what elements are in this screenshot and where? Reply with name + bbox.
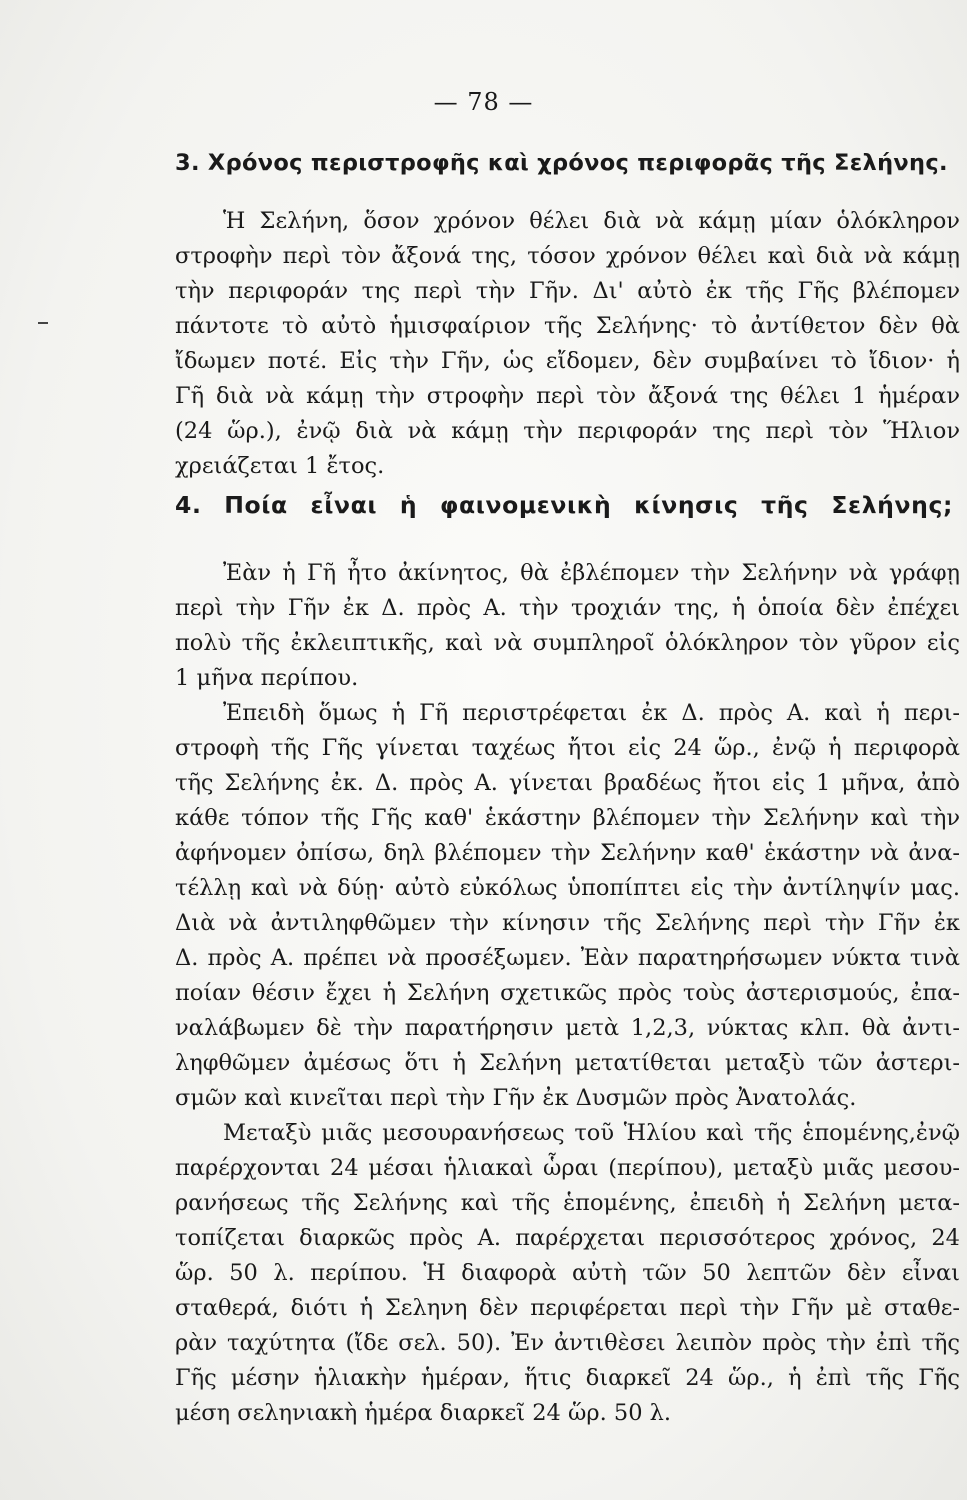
text-line: Ἡ Σελήνη, ὅσον χρόνον θέλει διὰ νὰ κάμῃ μίαν ὁλόκληρον [223, 208, 960, 234]
text-line: στροφὴ τῆς Γῆς γίνεται ταχέως ἤτοι εἰς 24 ὥρ., ἐνῷ ἡ περιφορὰ [175, 735, 960, 761]
text-line: ρὰν ταχύτητα (ἴδε σελ. 50). Ἐν ἀντιθὲσει λειπὸν πρὸς τὴν ἐπὶ τῆς [175, 1330, 960, 1356]
section-3-heading: 3. Χρόνος περιστροφῆς καὶ χρόνος περιφορᾶς τῆς Σελήνης. [175, 150, 948, 176]
text-line: παρέρχονται 24 μέσαι ἡλιακαὶ ὧραι (περίπου), μεταξὺ μιᾶς μεσου- [175, 1155, 960, 1181]
text-line: χρειάζεται 1 ἔτος. [175, 453, 385, 479]
text-line: Διὰ νὰ ἀντιληφθῶμεν τὴν κίνησιν τῆς Σελήνης περὶ τὴν Γῆν ἐκ [175, 910, 960, 936]
text-line: τοπίζεται διαρκῶς πρὸς Α. παρέρχεται περισσότερος χρόνος, 24 [175, 1225, 960, 1251]
text-line: Γῆ διὰ νὰ κάμῃ τὴν στροφὴν περὶ τὸν ἄξονά της θέλει 1 ἡμέραν [175, 383, 960, 409]
text-line: πολὺ τῆς ἐκλειπτικῆς, καὶ νὰ συμπληροῖ ὁλόκληρον τὸν γῦρον εἰς [175, 630, 960, 656]
margin-mark [38, 322, 48, 324]
text-line: σμῶν καὶ κινεῖται περὶ τὴν Γῆν ἐκ Δυσμῶν πρὸς Ἀνατολάς. [175, 1085, 857, 1111]
text-line: 1 μῆνα περίπου. [175, 665, 359, 691]
text-line: ναλάβωμεν δὲ τὴν παρατήρησιν μετὰ 1,2,3, νύκτας κλπ. θὰ ἀντι- [175, 1015, 960, 1041]
text-line: ληφθῶμεν ἀμέσως ὅτι ἡ Σελήνη μετατίθεται μεταξὺ τῶν ἀστερι- [175, 1050, 960, 1076]
text-line: κάθε τόπον τῆς Γῆς καθ' ἑκάστην βλέπομεν τὴν Σελήνην καὶ τὴν [175, 805, 960, 831]
text-line: ὥρ. 50 λ. περίπου. Ἡ διαφορὰ αὐτὴ τῶν 50 λεπτῶν δὲν εἶναι [175, 1260, 960, 1286]
text-line: ρανήσεως τῆς Σελήνης καὶ τῆς ἑπομένης, ἐπειδὴ ἡ Σελήνη μετα- [175, 1190, 960, 1216]
text-line: Ἐπειδὴ ὅμως ἡ Γῆ περιστρέφεται ἐκ Δ. πρὸς Α. καὶ ἡ περι- [223, 700, 960, 726]
text-line: πάντοτε τὸ αὐτὸ ἡμισφαίριον τῆς Σελήνης· τὸ ἀντίθετον δὲν θὰ [175, 313, 960, 339]
text-line: τὴν περιφοράν της περὶ τὴν Γῆν. Δι' αὐτὸ ἐκ τῆς Γῆς βλέπομεν [175, 278, 960, 304]
text-line: Μεταξὺ μιᾶς μεσουρανήσεως τοῦ Ἡλίου καὶ τῆς ἑπομένης,ἐνῷ [223, 1120, 960, 1146]
text-line: μέση σεληνιακὴ ἡμέρα διαρκεῖ 24 ὥρ. 50 λ. [175, 1400, 672, 1426]
text-line: (24 ὥρ.), ἐνῷ διὰ νὰ κάμῃ τὴν περιφοράν της περὶ τὸν Ἥλιον [175, 418, 960, 444]
text-line: τέλλῃ καὶ νὰ δύῃ· αὐτὸ εὐκόλως ὑποπίπτει εἰς τὴν ἀντίληψίν μας. [175, 875, 960, 901]
text-line: Δ. πρὸς Α. πρέπει νὰ προσέξωμεν. Ἐὰν παρατηρήσωμεν νύκτα τινὰ [175, 945, 960, 971]
text-line: Ἐὰν ἡ Γῆ ἦτο ἀκίνητος, θὰ ἐβλέπομεν τὴν Σελήνην νὰ γράφῃ [223, 560, 960, 586]
text-line: τῆς Σελήνης ἐκ. Δ. πρὸς Α. γίνεται βραδέως ἤτοι εἰς 1 μῆνα, ἀπὸ [175, 770, 960, 796]
text-line: ἴδωμεν ποτέ. Εἰς τὴν Γῆν, ὡς εἴδομεν, δὲν συμβαίνει τὸ ἴδιον· ἡ [175, 348, 960, 374]
text-line: στροφὴν περὶ τὸν ἄξονά της, τόσον χρόνον θέλει καὶ διὰ νὰ κάμῃ [175, 243, 960, 269]
text-line: Γῆς μέσην ἡλιακὴν ἡμέραν, ἥτις διαρκεῖ 24 ὥρ., ἡ ἐπὶ τῆς Γῆς [175, 1365, 960, 1391]
page-number: — 78 — [433, 88, 534, 116]
text-line: σταθερά, διότι ἡ Σεληνη δὲν περιφέρεται περὶ τὴν Γῆν μὲ σταθε- [175, 1295, 960, 1321]
section-4-heading: 4. Ποία εἶναι ἡ φαινομενικὴ κίνησις τῆς Σελήνης; [175, 491, 953, 519]
text-line: ἀφήνομεν ὀπίσω, δηλ βλέπομεν τὴν Σελήνην καθ' ἑκάστην νὰ ἀνα- [175, 840, 960, 866]
text-line: περὶ τὴν Γῆν ἐκ Δ. πρὸς Α. τὴν τροχιάν της, ἡ ὁποία δὲν ἐπέχει [175, 595, 960, 621]
text-line: ποίαν θέσιν ἔχει ἡ Σελήνη σχετικῶς πρὸς τοὺς ἀστερισμούς, ἐπα- [175, 980, 960, 1006]
